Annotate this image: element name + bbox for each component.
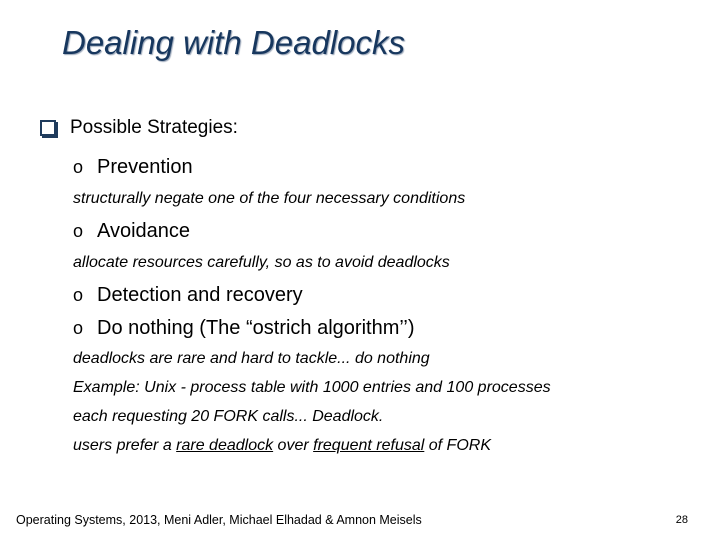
strategy-note: allocate resources carefully, so as to avoid deadlocks [73, 254, 450, 271]
strategy-label: Do nothing (The “ostrich algorithm’’) [97, 317, 415, 339]
strategy-label: Prevention [97, 156, 193, 178]
strategy-avoidance [73, 220, 190, 243]
note-line-last [73, 437, 491, 455]
note-line: each requesting 20 FORK calls... Deadlock. [73, 408, 384, 425]
slide-title: Dealing with Deadlocks [62, 24, 406, 61]
main-bullet-text: Possible Strategies: [70, 117, 238, 138]
underlined-text: rare deadlock [176, 437, 274, 454]
page-number: 28 [675, 514, 688, 526]
strategy-detection [73, 284, 303, 307]
strategy-prevention [73, 156, 193, 179]
strategy-do-nothing [73, 317, 415, 340]
circle-bullet-icon: o [73, 285, 84, 305]
strategy-note: structurally negate one of the four necessary conditions [73, 190, 466, 207]
note-text: of FORK [424, 437, 491, 454]
strategy-label: Avoidance [97, 220, 191, 242]
footer-credits: Operating Systems, 2013, Meni Adler, Michael Elhadad & Amnon Meisels [16, 513, 422, 527]
circle-bullet-icon: o [73, 318, 84, 338]
note-text: users prefer a [73, 437, 177, 454]
note-line: deadlocks are rare and hard to tackle... do nothing [73, 350, 430, 367]
main-bullet [40, 117, 238, 139]
checkbox-bullet-icon [40, 120, 56, 136]
note-text: over [273, 437, 314, 454]
strategy-label: Detection and recovery [97, 284, 303, 306]
circle-bullet-icon: o [73, 221, 84, 241]
underlined-text: frequent refusal [313, 437, 425, 454]
circle-bullet-icon: o [73, 157, 84, 177]
note-line: Example: Unix - process table with 1000 entries and 100 processes [73, 379, 551, 396]
